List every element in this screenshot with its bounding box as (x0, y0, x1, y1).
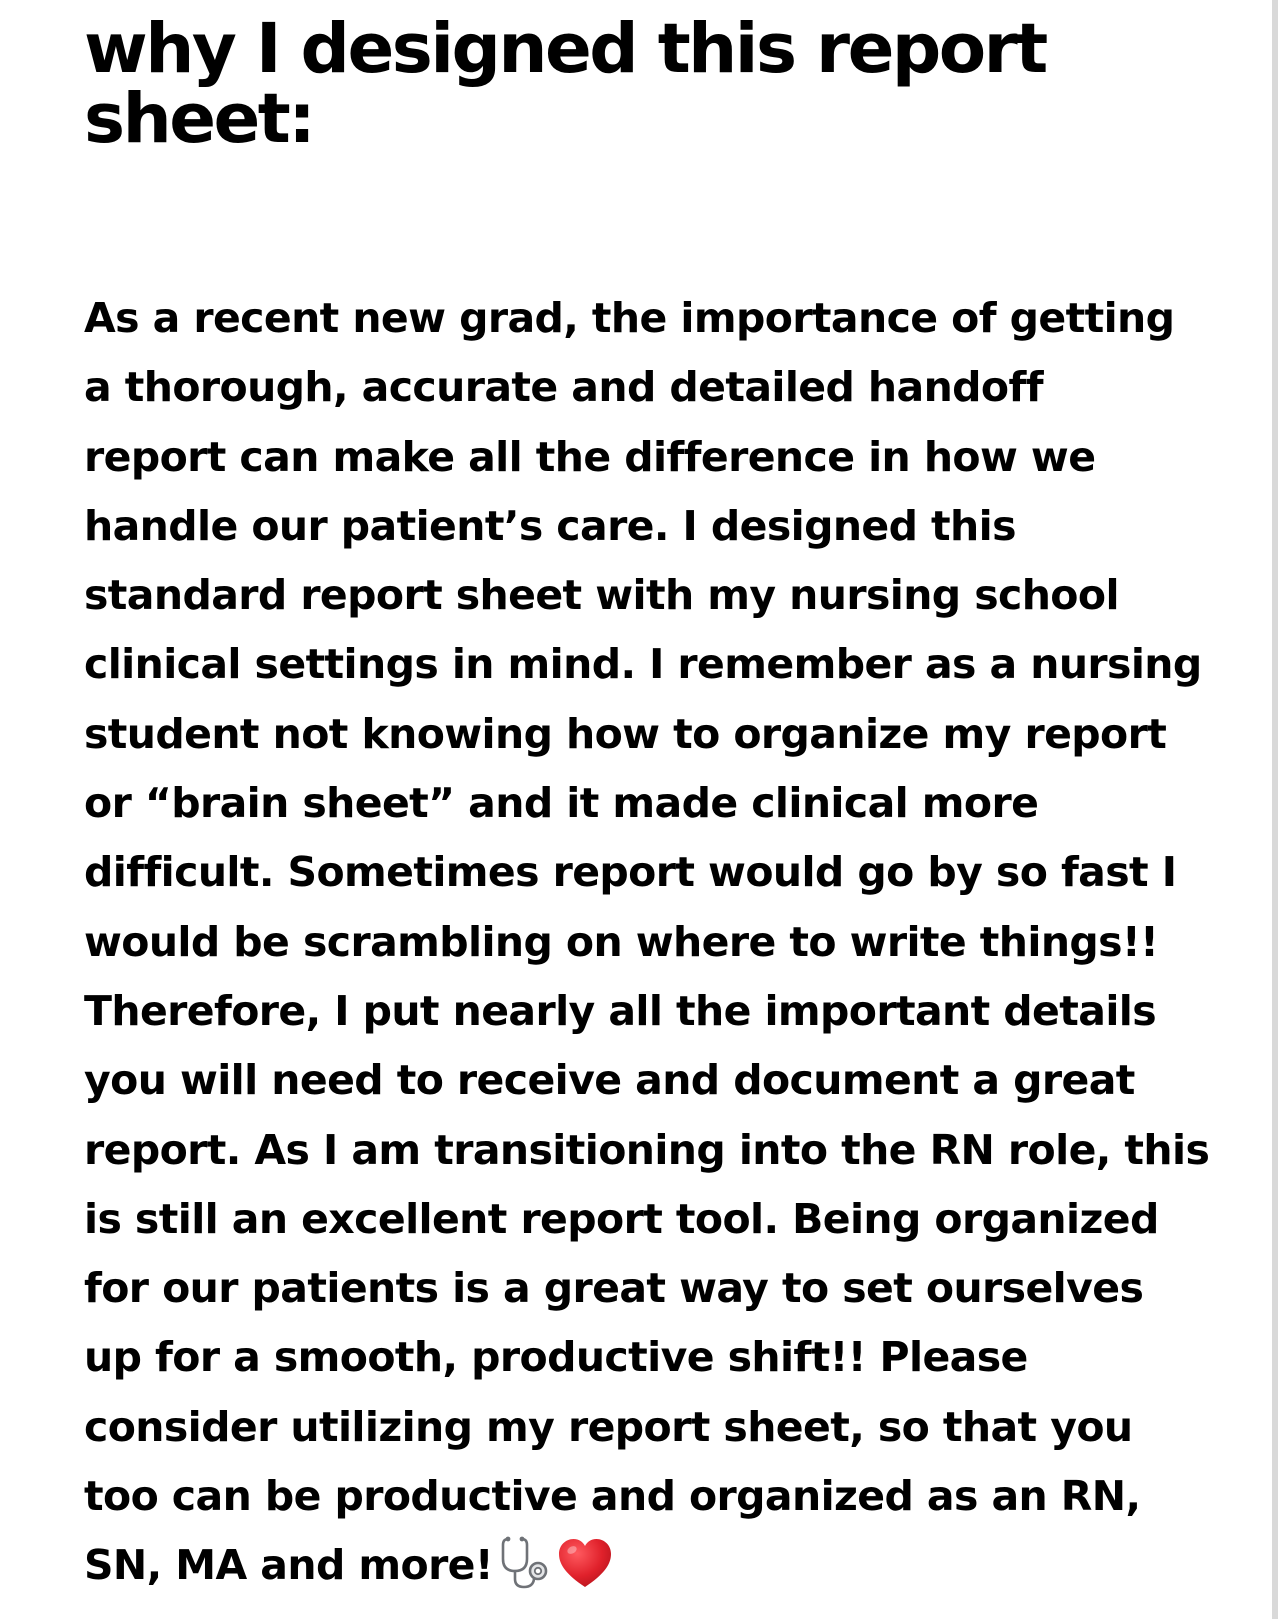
page-edge-divider (1272, 0, 1278, 1619)
body-line: SN, MA and more! (84, 1541, 493, 1590)
body-line: up for a smooth, productive shift!! Please (84, 1333, 1028, 1382)
title-line: why I designed this report (84, 9, 1046, 89)
body-line: clinical settings in mind. I remember as a nursing (84, 640, 1202, 689)
body-line: would be scrambling on where to write things!! (84, 917, 1159, 966)
body-line: you will need to receive and document a great (84, 1056, 1135, 1105)
body-line: for our patients is a great way to set ourselves (84, 1264, 1144, 1313)
body-line: difficult. Sometimes report would go by so fast I (84, 848, 1177, 897)
body-line: a thorough, accurate and detailed handoff (84, 363, 1043, 412)
body-line: consider utilizing my report sheet, so that you (84, 1402, 1133, 1451)
body-line: standard report sheet with my nursing school (84, 571, 1119, 620)
title-line: sheet: (84, 79, 314, 159)
body-line: or “brain sheet” and it made clinical more (84, 779, 1039, 828)
body-line: report. As I am transitioning into the RN role, this (84, 1125, 1210, 1174)
body-line: is still an excellent report tool. Being organized (84, 1194, 1159, 1243)
body-line: Therefore, I put nearly all the important details (84, 986, 1157, 1035)
red-heart-icon (557, 1537, 613, 1612)
body-line: report can make all the difference in how we (84, 432, 1096, 481)
body-last-line (84, 1531, 1244, 1612)
body-line: too can be productive and organized as an RN, (84, 1472, 1141, 1521)
body-paragraph (84, 284, 1244, 1613)
body-line: student not knowing how to organize my report (84, 709, 1167, 758)
body-line: As a recent new grad, the importance of getting (84, 294, 1175, 342)
stethoscope-icon (499, 1535, 551, 1612)
body-line: handle our patient’s care. I designed this (84, 501, 1016, 550)
page-title (84, 9, 1204, 159)
